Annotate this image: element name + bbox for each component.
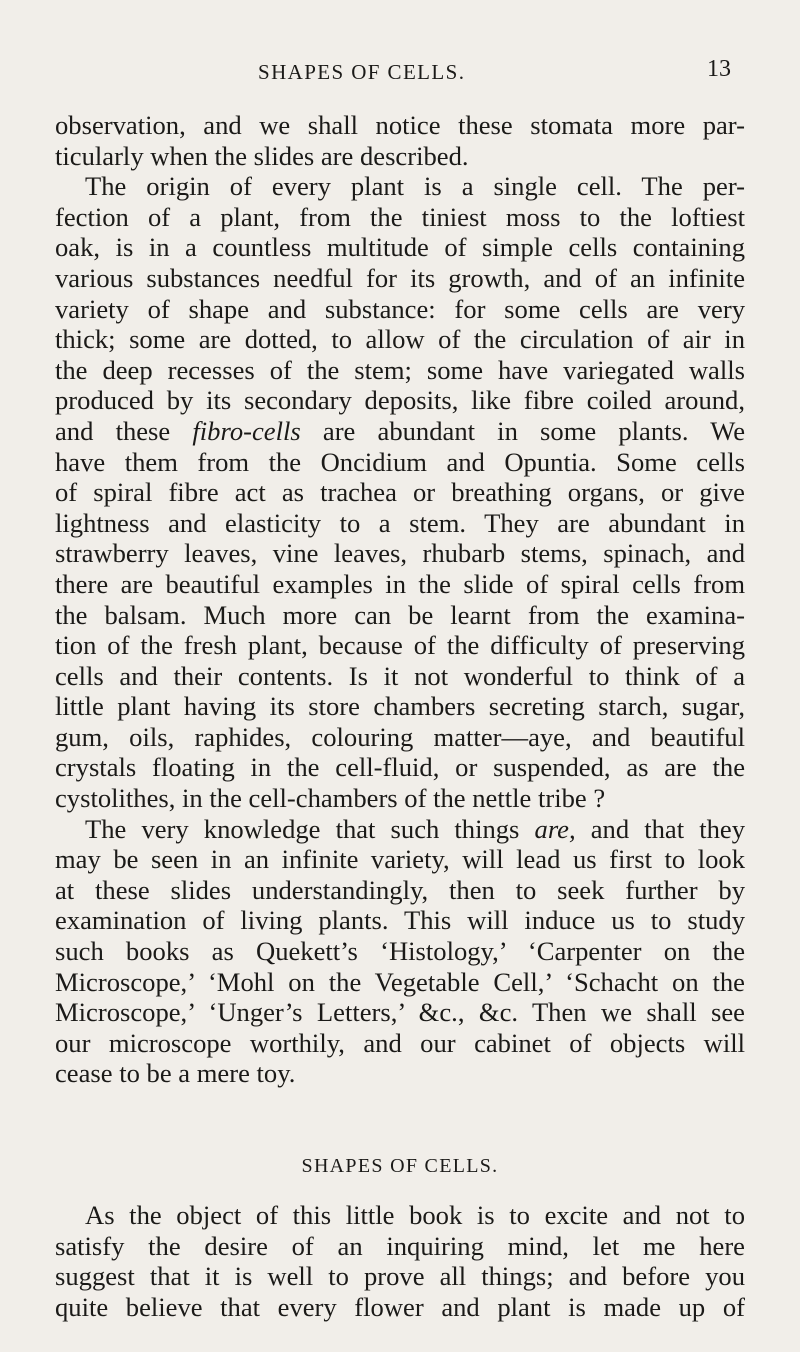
text-run: thick; some are dotted, to allow of the circulation of air in (55, 324, 745, 355)
text-run: various substances needful for its growth, and of an infinite (55, 262, 745, 293)
text-run: ticularly when the slides are described. (55, 140, 469, 171)
text-line (55, 263, 745, 294)
text-run: and these (55, 415, 193, 446)
text-line (55, 171, 745, 202)
text-line (55, 141, 745, 172)
text-run: there are beautiful examples in the slide of spiral cells from (55, 568, 745, 599)
text-run: and that they (575, 813, 745, 844)
text-run: may be seen in an infinite variety, will lead us first to look (55, 844, 745, 875)
text-run: cease to be a mere toy. (55, 1058, 296, 1089)
text-run: Microscope,’ ‘Mohl on the Vegetable Cell,’ ‘Schacht on the (55, 966, 745, 997)
text-run: at these slides understandingly, then to seek further by (55, 874, 745, 905)
text-run: of spiral fibre act as trachea or breathing organs, or give (55, 477, 745, 508)
italic-term: fibro-cells (192, 415, 301, 446)
text-line (55, 538, 745, 569)
text-line (55, 447, 745, 478)
italic-term: are, (534, 813, 576, 844)
text-run: little plant having its store chambers secreting starch, sugar, (55, 691, 745, 722)
body-text (55, 110, 745, 1089)
text-line (55, 477, 745, 508)
page-number: 13 (707, 56, 731, 82)
text-run: cystolithes, in the cell-chambers of the nettle tribe ? (55, 783, 606, 814)
text-line (55, 661, 745, 692)
text-run: satisfy the desire of an inquiring mind, let me here (55, 1230, 745, 1261)
text-line (55, 967, 745, 998)
text-run: quite believe that every flower and plant is made up of (55, 1291, 745, 1322)
text-line (55, 905, 745, 936)
section-heading: SHAPES OF CELLS. (301, 1155, 499, 1177)
text-run: lightness and elasticity to a stem. They are abundant in (55, 507, 745, 538)
text-line (55, 630, 745, 661)
text-line (55, 936, 745, 967)
text-line (55, 355, 745, 386)
text-run: As the object of this little book is to excite and not to (85, 1200, 745, 1230)
text-run: the balsam. Much more can be learnt from the examina- (55, 599, 745, 630)
text-run: strawberry leaves, vine leaves, rhubarb stems, spinach, and (55, 538, 745, 569)
text-line (55, 110, 745, 141)
text-line (55, 844, 745, 875)
text-line (55, 600, 745, 631)
text-line (55, 1261, 745, 1292)
text-run: such books as Quekett’s ‘Histology,’ ‘Carpenter on the (55, 936, 745, 967)
text-run: examination of living plants. This will induce us to study (55, 905, 745, 936)
text-line (55, 385, 745, 416)
text-run: are abundant in some plants. We (300, 415, 745, 446)
text-run: cells and their contents. Is it not wonderful to think of a (55, 660, 745, 691)
text-run: oak, is in a countless multitude of simple cells containing (55, 232, 745, 263)
text-run: variety of shape and substance: for some cells are very (55, 293, 745, 324)
text-line (55, 232, 745, 263)
text-line (55, 202, 745, 233)
text-line (55, 1292, 745, 1323)
text-line (55, 752, 745, 783)
section-text (55, 1200, 745, 1322)
text-line (55, 1200, 745, 1231)
text-run: The very knowledge that such things (85, 813, 535, 844)
text-line (55, 691, 745, 722)
text-run: the deep recesses of the stem; some have variegated walls (55, 354, 745, 385)
text-line (55, 1231, 745, 1262)
text-line (55, 324, 745, 355)
text-line (55, 416, 745, 447)
text-line (55, 875, 745, 906)
running-head-title: SHAPES OF CELLS. (258, 60, 466, 84)
text-line (55, 1028, 745, 1059)
text-line (55, 997, 745, 1028)
text-run: gum, oils, raphides, colouring matter—aye, and beautiful (55, 721, 745, 752)
text-run: observation, and we shall notice these stomata more par- (55, 110, 745, 140)
text-line (55, 783, 745, 814)
text-run: tion of the fresh plant, because of the difficulty of preserving (55, 630, 745, 661)
text-run: have them from the Oncidium and Opuntia. Some cells (55, 446, 745, 477)
text-line (55, 294, 745, 325)
text-run: fection of a plant, from the tiniest moss to the loftiest (55, 201, 745, 232)
text-line (55, 1058, 745, 1089)
text-run: The origin of every plant is a single cell. The per- (85, 171, 745, 202)
text-line (55, 569, 745, 600)
text-run: Microscope,’ ‘Unger’s Letters,’ &c., &c. Then we shall see (55, 997, 745, 1028)
text-run: crystals floating in the cell-fluid, or suspended, as are the (55, 752, 745, 783)
text-run: our microscope worthily, and our cabinet of objects will (55, 1027, 745, 1058)
text-line (55, 722, 745, 753)
text-line (55, 814, 745, 845)
text-line (55, 508, 745, 539)
text-run: suggest that it is well to prove all things; and before you (55, 1261, 745, 1292)
text-run: produced by its secondary deposits, like fibre coiled around, (55, 385, 745, 416)
